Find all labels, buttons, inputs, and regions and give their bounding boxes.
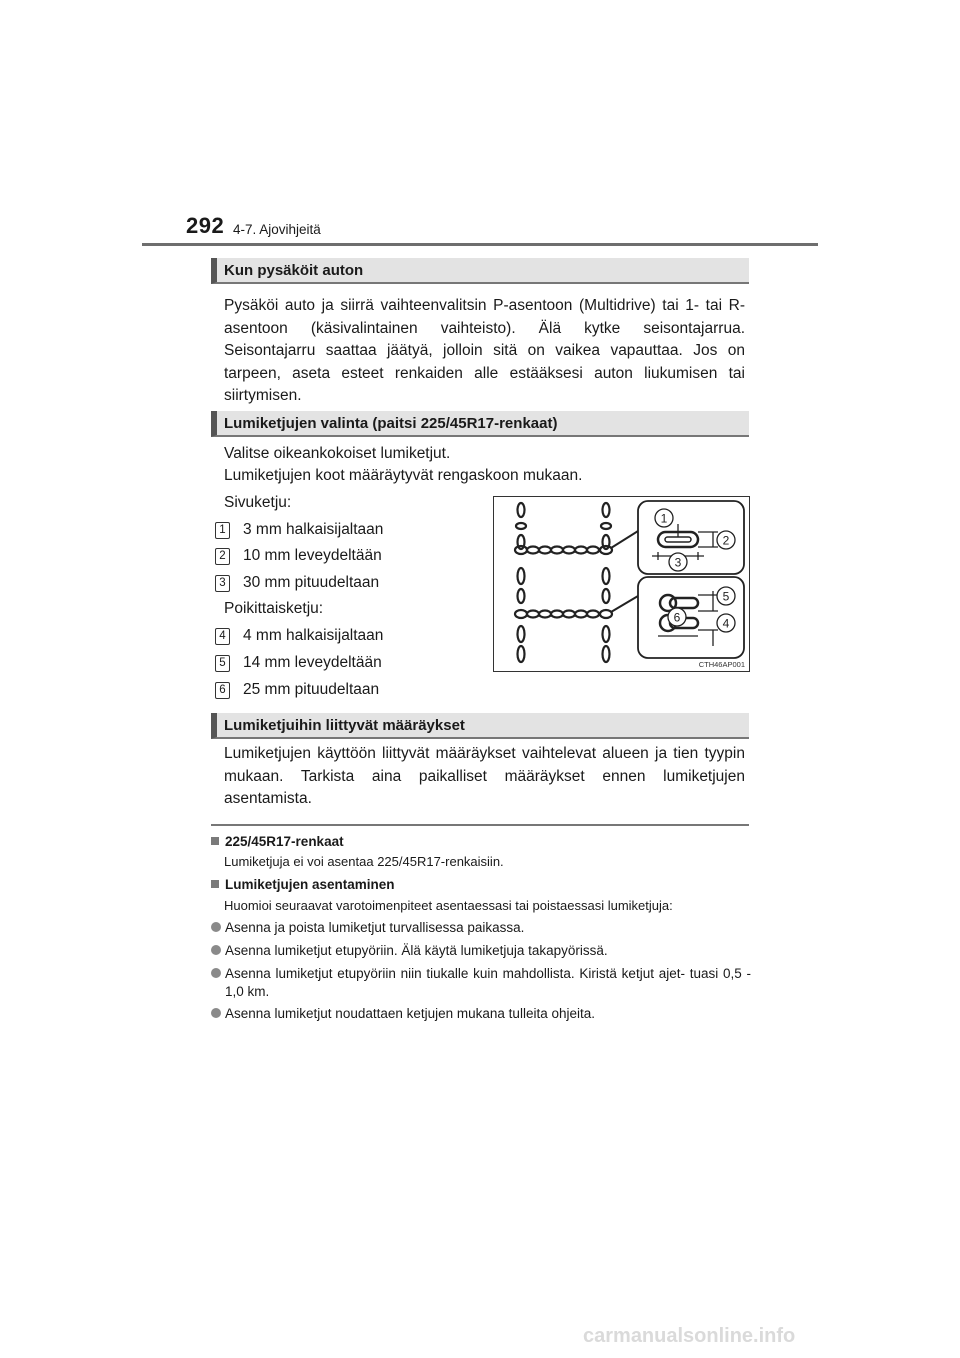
section-heading-text: Lumiketjuihin liittyvät määräykset	[224, 717, 465, 734]
square-bullet-icon	[211, 880, 219, 888]
size-text: 25 mm pituudeltaan	[243, 681, 380, 698]
regulations-paragraph: Lumiketjujen käyttöön liittyvät määräykset vaihtelevat alueen ja tien tyypin mukaan. Tarkista aina paikalliset määräykset ennen lumiketjujen asentamista.	[224, 745, 745, 807]
callout-4	[717, 614, 735, 632]
snow-chain-diagram	[493, 496, 750, 672]
callout-3	[669, 553, 687, 571]
note-heading-text: Lumiketjujen asentaminen	[225, 877, 395, 892]
selection-line-2: Lumiketjujen koot määräytyvät rengaskoon mukaan.	[224, 467, 583, 484]
section-heading-chain-selection	[211, 411, 749, 437]
size-text: 4 mm halkaisijaltaan	[243, 627, 384, 644]
list-item	[211, 919, 751, 937]
section-heading-regulations	[211, 713, 749, 739]
list-item	[211, 1005, 751, 1023]
watermark: carmanualsonline.info	[583, 1325, 796, 1347]
size-item	[215, 572, 379, 594]
bullet-text: Asenna lumiketjut etupyöriin niin tiukalle kuin mahdollista. Kiristä ketjut ajet- tuasi 0,5 - 1,0 km.	[225, 966, 751, 999]
size-text: 3 mm halkaisijaltaan	[243, 521, 384, 538]
note-text: Huomioi seuraavat varotoimenpiteet asentaessasi tai poistaessasi lumiketjuja:	[224, 898, 673, 913]
page-number: 292	[186, 213, 225, 238]
svg-text:6: 6	[673, 610, 681, 625]
callout-1	[655, 509, 673, 527]
bullet-text: Asenna lumiketjut noudattaen ketjujen mukana tulleita ohjeita.	[225, 1006, 595, 1021]
svg-text:5: 5	[722, 589, 730, 604]
list-item	[211, 965, 751, 1001]
number-box: 5	[215, 655, 230, 672]
number-box: 3	[215, 575, 230, 592]
size-item	[215, 679, 379, 701]
figure-code: CTH46AP001	[698, 660, 745, 669]
cross-chain-label: Poikittaisketju:	[224, 600, 324, 617]
section-heading-text: Kun pysäköit auton	[224, 262, 364, 279]
note-heading-tire-size	[211, 834, 344, 849]
svg-text:2: 2	[722, 533, 730, 548]
section-heading-parking	[211, 258, 749, 284]
note-heading-installing	[211, 877, 395, 892]
list-item	[211, 942, 751, 960]
circle-bullet-icon	[211, 1008, 221, 1018]
callout-2	[717, 531, 735, 549]
size-text: 30 mm pituudeltaan	[243, 574, 380, 591]
size-item	[215, 519, 383, 541]
size-item	[215, 545, 382, 567]
size-item	[215, 652, 382, 674]
circle-bullet-icon	[211, 968, 221, 978]
chapter-title: 4-7. Ajovihjeitä	[233, 222, 321, 237]
bullet-text: Asenna lumiketjut etupyöriin. Älä käytä lumiketjuja takapyörissä.	[225, 943, 608, 958]
callout-5	[717, 587, 735, 605]
circle-bullet-icon	[211, 922, 221, 932]
callout-6	[668, 608, 686, 626]
number-box: 4	[215, 628, 230, 645]
number-box: 2	[215, 548, 230, 565]
section-heading-text: Lumiketjujen valinta (paitsi 225/45R17-renkaat)	[224, 415, 558, 432]
selection-line-1: Valitse oikeankokoiset lumiketjut.	[224, 445, 451, 462]
size-item	[215, 625, 383, 647]
bullet-text: Asenna ja poista lumiketjut turvallisessa paikassa.	[225, 920, 525, 935]
circle-bullet-icon	[211, 945, 221, 955]
header-rule	[142, 243, 818, 246]
parking-paragraph: Pysäköi auto ja siirrä vaihteenvalitsin P-asentoon (Multidrive) tai 1- tai R-asentoon (käsivalintainen vaihteisto). Älä kytke seisontajarrua. Seisontajarru saattaa jäätyä, jolloin sitä on vaikea vapauttaa. Jos on tarpeen, aseta esteet renkaiden alle estääksesi auton liukumisen tai siirtymisen.	[224, 297, 745, 404]
svg-text:3: 3	[674, 555, 682, 570]
number-box: 1	[215, 522, 230, 539]
square-bullet-icon	[211, 837, 219, 845]
svg-text:4: 4	[722, 616, 730, 631]
note-text: Lumiketjuja ei voi asentaa 225/45R17-renkaisiin.	[224, 854, 504, 869]
note-heading-text: 225/45R17-renkaat	[225, 834, 344, 849]
size-text: 14 mm leveydeltään	[243, 654, 382, 671]
svg-text:1: 1	[660, 511, 668, 526]
side-chain-label: Sivuketju:	[224, 494, 292, 511]
notes-rule	[211, 824, 749, 826]
size-text: 10 mm leveydeltään	[243, 547, 382, 564]
number-box: 6	[215, 682, 230, 699]
